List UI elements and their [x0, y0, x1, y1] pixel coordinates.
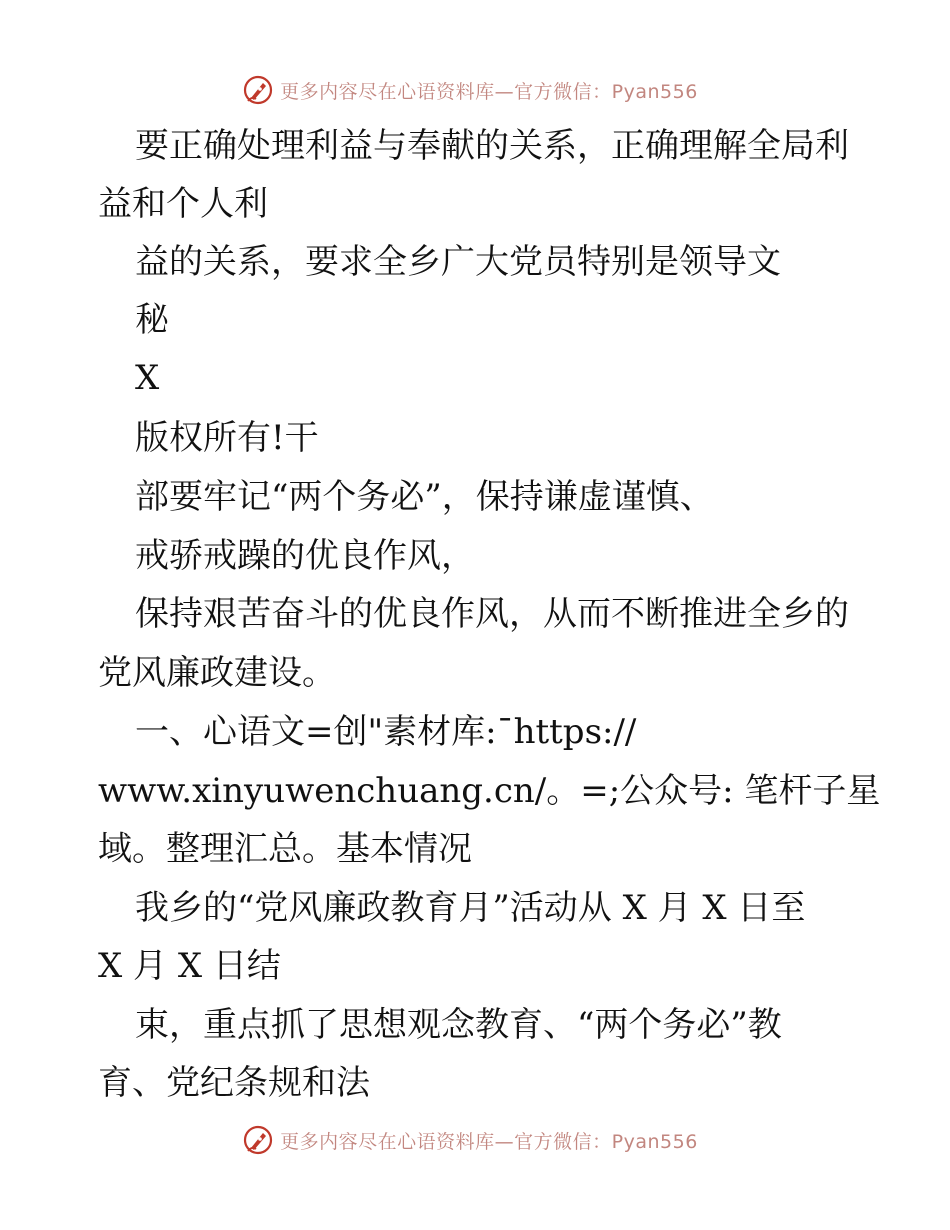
pen-nib-logo-icon — [242, 74, 274, 106]
banner-text: 更多内容尽在心语资料库—官方微信：Pyan556 — [280, 80, 698, 103]
pen-nib-logo-icon — [242, 1124, 274, 1156]
text-line: 秘 — [135, 300, 169, 340]
text-line: X 月 X 日结 — [98, 946, 281, 986]
text-line: 一、心语文=创"素材库:¯https:// — [135, 712, 637, 752]
text-line: 版权所有!干 — [135, 418, 319, 458]
text-line: www.xinyuwenchuang.cn/。=;公众号: 笔杆子星 — [98, 771, 881, 811]
text-line: 域。整理汇总。基本情况 — [98, 829, 472, 869]
text-line: 我乡的“党风廉政教育月”活动从 X 月 X 日至 — [135, 888, 806, 928]
footer-banner — [0, 1120, 950, 1160]
text-line: 党风廉政建设。 — [98, 653, 336, 693]
text-line: 戒骄戒躁的优良作风， — [135, 536, 475, 576]
text-line: 部要牢记“两个务必”，保持谦虚谨慎、 — [135, 477, 714, 517]
text-line: 益的关系，要求全乡广大党员特别是领导文 — [135, 242, 781, 282]
text-line: 育、党纪条规和法 — [98, 1063, 370, 1103]
header-banner — [0, 70, 950, 110]
text-line: 要正确处理利益与奉献的关系，正确理解全局利 — [135, 126, 849, 166]
text-line: 益和个人利 — [98, 184, 268, 224]
text-line: 束，重点抓了思想观念教育、“两个务必”教 — [135, 1005, 782, 1045]
banner-text: 更多内容尽在心语资料库—官方微信：Pyan556 — [280, 1130, 698, 1153]
text-line: X — [135, 358, 160, 398]
text-line: 保持艰苦奋斗的优良作风，从而不断推进全乡的 — [135, 594, 849, 634]
